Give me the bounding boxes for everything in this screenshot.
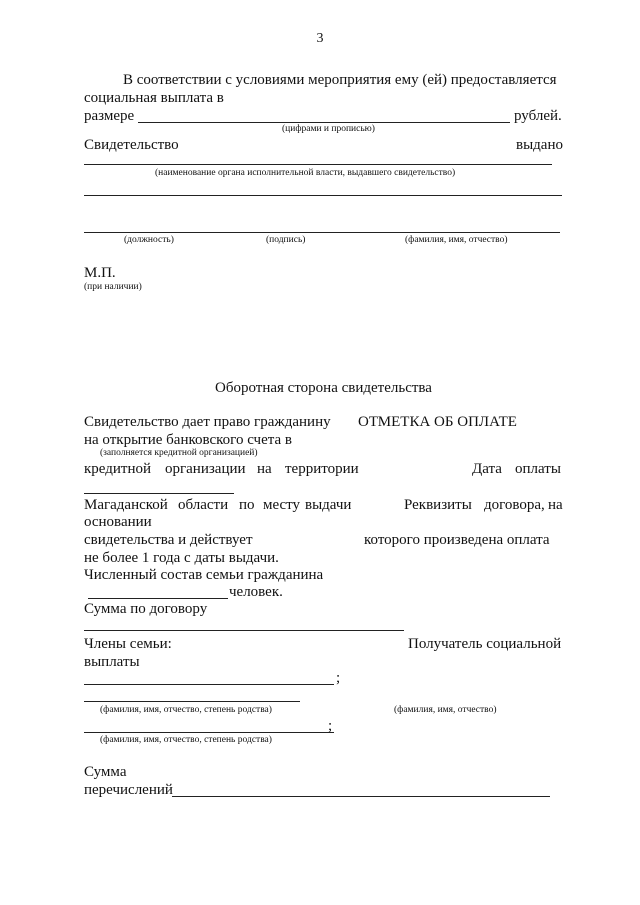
transfer-sum-line <box>172 796 550 797</box>
back-left-line-5: основании <box>84 514 152 530</box>
certificate-label: Свидетельство <box>84 137 179 153</box>
text-word: на <box>257 461 272 477</box>
text-word: территории <box>285 461 359 477</box>
position-hint: (должность) <box>124 235 174 245</box>
seal-hint: (при наличии) <box>84 282 142 292</box>
family-member-line-2 <box>84 732 334 733</box>
page-number: 3 <box>316 31 324 46</box>
contract-details-word: Реквизиты <box>404 497 472 513</box>
authority-line-2 <box>84 195 562 196</box>
back-left-line-6: свидетельства и действует <box>84 532 253 548</box>
transfer-sum-label-2: перечислений <box>84 782 173 798</box>
back-left-line-1: Свидетельство дает право гражданину <box>84 414 331 430</box>
payment-date-word: оплаты <box>515 461 561 477</box>
authority-line <box>84 164 552 165</box>
recipient-label: Получатель социальной <box>408 636 562 652</box>
name-hint: (фамилия, имя, отчество) <box>405 235 508 245</box>
semicolon-2: ; <box>328 718 333 734</box>
amount-unit: рублей. <box>514 108 562 124</box>
amount-hint: (цифрами и прописью) <box>282 124 375 134</box>
family-member-line-1b <box>84 701 300 702</box>
amount-line <box>138 122 510 123</box>
family-member-hint-2: (фамилия, имя, отчество, степень родства) <box>100 735 272 745</box>
contract-details-word: договора, <box>484 497 545 513</box>
payment-mark-heading: ОТМЕТКА ОБ ОПЛАТЕ <box>358 414 517 430</box>
back-left-line-7: не более 1 года с даты выдачи. <box>84 550 279 566</box>
text-word: области <box>178 497 229 513</box>
family-member-hint-1: (фамилия, имя, отчество, степень родства) <box>100 705 272 715</box>
family-member-line-1 <box>84 684 334 685</box>
text-word: по <box>239 497 255 513</box>
people-unit: человек. <box>229 584 283 600</box>
contract-details-line-2: которого произведена оплата <box>364 532 550 548</box>
family-members-label: Члены семьи: <box>84 636 172 652</box>
text-word: выдачи <box>305 497 352 513</box>
payout-label: выплаты <box>84 654 140 670</box>
contract-sum-label: Сумма по договору <box>84 601 208 617</box>
payment-date-word: Дата <box>472 461 502 477</box>
contract-details-word: на <box>548 497 563 513</box>
signature-line <box>84 232 560 233</box>
authority-hint: (наименование органа исполнительной власти, выдавшего свидетельство) <box>155 168 456 178</box>
bank-name-line <box>84 493 234 494</box>
text-word: Магаданской <box>84 497 168 513</box>
back-side-title: Оборотная сторона свидетельства <box>215 380 432 396</box>
transfer-sum-label-1: Сумма <box>84 764 127 780</box>
seal-label: М.П. <box>84 265 116 281</box>
text-word: месту <box>263 497 301 513</box>
text-word: кредитной <box>84 461 152 477</box>
back-left-line-8: Численный состав семьи гражданина <box>84 567 324 583</box>
bank-hint: (заполняется кредитной организацией) <box>100 448 258 458</box>
contract-sum-line <box>84 630 404 631</box>
recipient-name-hint: (фамилия, имя, отчество) <box>394 705 497 715</box>
people-count-line <box>88 598 228 599</box>
intro-line-2: социальная выплата в <box>84 90 224 106</box>
semicolon-1: ; <box>336 670 341 686</box>
intro-line-1: В соответствии с условиями мероприятия ему (ей) предоставляется <box>123 72 557 88</box>
certificate-issued-label: выдано <box>516 137 563 153</box>
back-left-line-2: на открытие банковского счета в <box>84 432 292 448</box>
amount-label: размере <box>84 108 135 124</box>
signature-hint: (подпись) <box>266 235 306 245</box>
text-word: организации <box>165 461 246 477</box>
